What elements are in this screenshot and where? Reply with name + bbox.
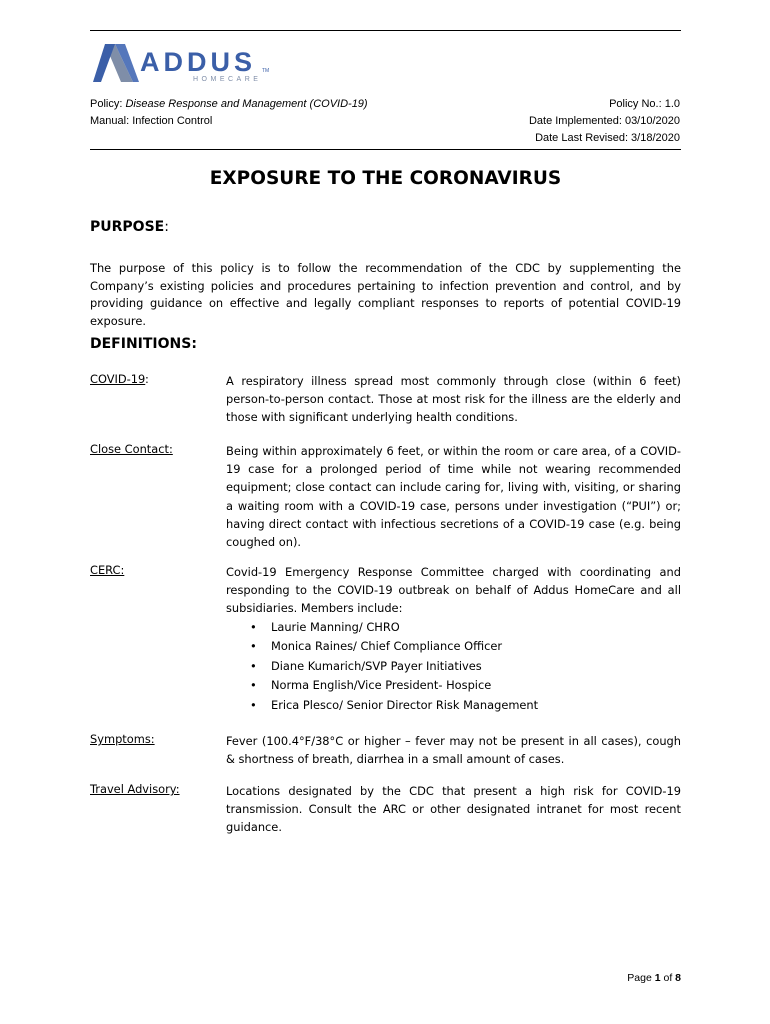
logo-wordmark: ADDUS xyxy=(140,47,257,77)
term-travel-advisory: Travel Advisory: xyxy=(90,782,180,796)
header-right xyxy=(420,96,680,147)
logo-subtitle: HOMECARE xyxy=(193,76,262,83)
purpose-text: The purpose of this policy is to follow the recommendation of the CDC by supplementing the Company’s existing policies and procedures pertaining to infection prevention and control, and by providing guidance on effective and legally compliant responses to reports of potential COVID-19 exposure. xyxy=(90,261,681,328)
page-title: EXPOSURE TO THE CORONAVIRUS xyxy=(209,168,562,189)
page-total: 8 xyxy=(675,972,681,984)
page-footer: Page 1 of 8 xyxy=(627,972,681,984)
policy-line: Policy: Disease Response and Management (COVID-19) xyxy=(90,98,368,110)
list-item: • Monica Raines/ Chief Compliance Officer xyxy=(226,637,681,657)
cerc-members-list xyxy=(226,618,681,716)
definition-travel-advisory: Locations designated by the CDC that present a high risk for COVID-19 transmission. Consult the ARC or other designated intranet for most recent guidance. xyxy=(226,784,681,835)
definition-cerc xyxy=(226,563,681,715)
policy-name: Disease Response and Management (COVID-19) xyxy=(125,98,368,110)
page-number: 1 xyxy=(654,972,661,984)
purpose-heading: PURPOSE: xyxy=(90,219,169,235)
term-covid-19: COVID-19 xyxy=(90,372,146,386)
manual-line: Manual: Infection Control xyxy=(90,115,213,127)
header-rule xyxy=(90,149,681,150)
definition-covid-19: A respiratory illness spread most commonly through close (within 6 feet) person-to-person contact. Those at most risk for the illness are the elderly and those with significant underlying health conditions. xyxy=(226,374,681,425)
term-covid-suffix: : xyxy=(145,372,149,386)
logo-mark-icon xyxy=(93,42,139,84)
date-revised: Date Last Revised: 3/18/2020 xyxy=(535,132,680,144)
header-left xyxy=(90,96,368,130)
definitions-heading: DEFINITIONS: xyxy=(90,336,197,352)
list-item: • Laurie Manning/ CHRO xyxy=(226,618,681,638)
list-item: • Diane Kumarich/SVP Payer Initiatives xyxy=(226,657,681,677)
list-item: • Erica Plesco/ Senior Director Risk Management xyxy=(226,696,681,716)
addus-logo xyxy=(93,42,273,88)
definition-close-contact: Being within approximately 6 feet, or within the room or care area, of a COVID-19 case for a prolonged period of time while not wearing recommended equipment; close contact can include caring for, living with, visiting, or sharing a waiting room with a COVID-19 case, persons under investigation (“PUI”) or; having direct contact with infectious secretions of a COVID-19 case (e.g. being coughed on). xyxy=(226,444,681,550)
term-symptoms: Symptoms: xyxy=(90,732,155,746)
term-cerc: CERC: xyxy=(90,563,125,577)
cerc-text: Covid-19 Emergency Response Committee charged with coordinating and responding to the COVID-19 outbreak on behalf of Addus HomeCare and all subsidiaries. Members include: xyxy=(226,565,681,616)
date-implemented: Date Implemented: 03/10/2020 xyxy=(528,115,680,127)
list-item: • Norma English/Vice President- Hospice xyxy=(226,676,681,696)
definition-symptoms: Fever (100.4°F/38°C or higher – fever may not be present in all cases), cough & shortness of breath, diarrhea in a small amount of cases. xyxy=(226,734,681,767)
policy-number: Policy No.: 1.0 xyxy=(609,98,680,110)
top-rule xyxy=(90,30,681,31)
logo-trademark: TM xyxy=(262,68,270,74)
term-close-contact: Close Contact: xyxy=(90,442,173,456)
